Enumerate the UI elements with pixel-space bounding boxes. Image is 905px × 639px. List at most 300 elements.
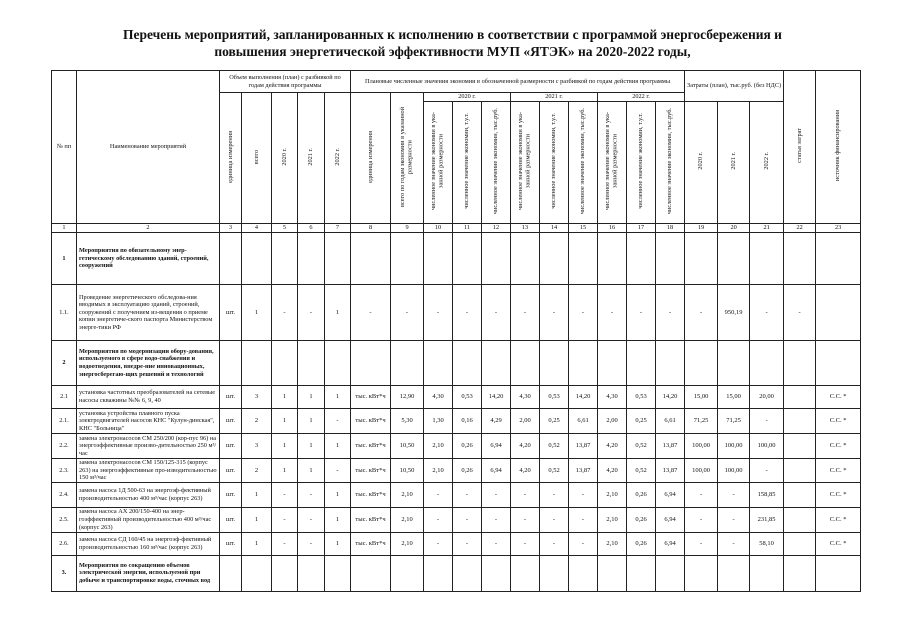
value-cell: 1 (325, 386, 351, 409)
row-number: 2.1. (52, 409, 77, 434)
value-cell: 1 (272, 434, 298, 459)
value-cell: 13,87 (569, 434, 598, 459)
value-cell: 0,26 (627, 482, 656, 507)
row-number: 2.1 (52, 386, 77, 409)
value-cell: 14,20 (569, 386, 598, 409)
column-number: 14 (540, 224, 569, 233)
value-cell: 6,94 (656, 482, 685, 507)
value-cell (298, 555, 325, 591)
value-cell: 71,25 (718, 409, 750, 434)
value-cell (272, 555, 298, 591)
value-cell: 2,10 (598, 482, 627, 507)
table-body (52, 224, 861, 592)
value-cell (242, 341, 272, 386)
value-cell: тыс. кВт*ч (351, 482, 391, 507)
value-cell (220, 233, 242, 285)
value-cell (750, 555, 784, 591)
value-cell: 4,30 (511, 386, 540, 409)
value-cell: 0,16 (453, 409, 482, 434)
value-cell (816, 341, 861, 386)
row-name: замена электронасосов СМ 150/125-315 (корпус 263) на энергоэффективные про-изводительностью 150 м³/час (77, 459, 220, 483)
value-cell: С.С. * (816, 482, 861, 507)
value-cell: С.С. * (816, 507, 861, 532)
value-cell (816, 233, 861, 285)
value-cell: шт. (220, 409, 242, 434)
column-number: 4 (242, 224, 272, 233)
header-savings-2021: 2021 г. (511, 93, 598, 102)
value-cell (816, 285, 861, 341)
value-cell: - (424, 507, 453, 532)
value-cell: 5,30 (391, 409, 424, 434)
value-cell: 6,94 (656, 507, 685, 532)
header-savings-total: всего по годам экономии в указанной размерности (391, 93, 424, 224)
value-cell: 0,52 (627, 434, 656, 459)
column-number: 12 (482, 224, 511, 233)
value-cell: - (298, 482, 325, 507)
value-cell: 950,19 (718, 285, 750, 341)
value-cell: 4,30 (424, 386, 453, 409)
value-cell: 0,25 (540, 409, 569, 434)
header-2020-tut: численное значение экономии, т.у.т. (453, 102, 482, 224)
table-row (52, 459, 861, 483)
value-cell: 1 (325, 434, 351, 459)
header-savings-2022: 2022 г. (598, 93, 685, 102)
value-cell: - (569, 482, 598, 507)
value-cell: 0,25 (627, 409, 656, 434)
value-cell: 1 (325, 532, 351, 555)
value-cell (298, 341, 325, 386)
value-cell: - (298, 285, 325, 341)
value-cell: - (627, 285, 656, 341)
value-cell (220, 555, 242, 591)
value-cell: - (298, 507, 325, 532)
value-cell (482, 233, 511, 285)
header-2020-rub: численное значение экономии, тыс.руб. (482, 102, 511, 224)
row-name: Мероприятия по обязательному энер-гетическому обследованию зданий, строений, сооружений (77, 233, 220, 285)
value-cell: 6,94 (482, 434, 511, 459)
value-cell: - (685, 532, 718, 555)
value-cell (511, 555, 540, 591)
value-cell: 13,87 (656, 459, 685, 483)
value-cell (569, 341, 598, 386)
value-cell (598, 341, 627, 386)
column-number: 1 (52, 224, 77, 233)
value-cell: - (511, 507, 540, 532)
value-cell (391, 341, 424, 386)
value-cell: 1 (325, 285, 351, 341)
header-unit: единица измерения (220, 93, 242, 224)
value-cell: 3 (242, 386, 272, 409)
value-cell: шт. (220, 507, 242, 532)
value-cell: 4,20 (598, 459, 627, 483)
value-cell: - (272, 482, 298, 507)
value-cell: шт. (220, 532, 242, 555)
value-cell: - (540, 532, 569, 555)
value-cell (784, 507, 816, 532)
value-cell (784, 233, 816, 285)
value-cell: - (718, 482, 750, 507)
column-number: 23 (816, 224, 861, 233)
value-cell (424, 555, 453, 591)
column-number: 5 (272, 224, 298, 233)
value-cell: тыс. кВт*ч (351, 434, 391, 459)
table-row (52, 409, 861, 434)
table-row (52, 482, 861, 507)
value-cell: 2 (242, 459, 272, 483)
value-cell: 2 (242, 409, 272, 434)
value-cell (718, 341, 750, 386)
value-cell: - (685, 285, 718, 341)
value-cell: 6,94 (482, 459, 511, 483)
row-name: Проведение энергетического обследова-ния вводимых в эксплуатацию зданий, строений, сооружений с получением из-вещения о приеме копии энергетиче-ского паспорта Министерством энерге-тики РФ (77, 285, 220, 341)
value-cell: 0,53 (627, 386, 656, 409)
value-cell: 100,00 (718, 459, 750, 483)
value-cell: 10,50 (391, 434, 424, 459)
value-cell: 6,61 (569, 409, 598, 434)
value-cell: шт. (220, 434, 242, 459)
value-cell: шт. (220, 459, 242, 483)
value-cell (298, 233, 325, 285)
value-cell: 0,52 (627, 459, 656, 483)
value-cell: 20,00 (750, 386, 784, 409)
value-cell (784, 386, 816, 409)
column-number: 7 (325, 224, 351, 233)
value-cell: 4,29 (482, 409, 511, 434)
value-cell (325, 341, 351, 386)
value-cell: 2,10 (598, 532, 627, 555)
table-row (52, 233, 861, 285)
header-funding: источник финансирования (816, 71, 861, 224)
value-cell: - (453, 482, 482, 507)
value-cell (750, 341, 784, 386)
header-savings-group: Плановые численные значения экономии в обозначенной размерности с разбивкой по годам действия программы (351, 71, 685, 93)
value-cell (569, 233, 598, 285)
value-cell (784, 532, 816, 555)
row-number: 1 (52, 233, 77, 285)
value-cell (453, 555, 482, 591)
header-name: Наименование мероприятий (77, 71, 220, 224)
row-number: 2 (52, 341, 77, 386)
value-cell: 100,00 (685, 459, 718, 483)
value-cell: 2,10 (424, 459, 453, 483)
value-cell (391, 233, 424, 285)
value-cell (784, 434, 816, 459)
value-cell: 13,87 (656, 434, 685, 459)
value-cell (598, 555, 627, 591)
value-cell: 1 (325, 507, 351, 532)
header-costs-group: Затраты (план), тыс.руб. (без НДС) (685, 71, 784, 102)
header-savings-2020: 2020 г. (424, 93, 511, 102)
value-cell: тыс. кВт*ч (351, 386, 391, 409)
value-cell: - (511, 285, 540, 341)
value-cell (569, 555, 598, 591)
value-cell: - (656, 285, 685, 341)
header-2020: 2020 г. (272, 93, 298, 224)
header-2021-rub: численное значение экономии, тыс.руб. (569, 102, 598, 224)
value-cell (627, 555, 656, 591)
value-cell: - (540, 507, 569, 532)
value-cell: - (718, 507, 750, 532)
column-number: 11 (453, 224, 482, 233)
column-number: 15 (569, 224, 598, 233)
row-number: 1.1. (52, 285, 77, 341)
value-cell: - (718, 532, 750, 555)
value-cell (656, 341, 685, 386)
header-total: всего (242, 93, 272, 224)
title-line-2: повышения энергетической эффективности МУП «ЯТЭК» на 2020-2022 годы, (214, 44, 691, 59)
value-cell: - (569, 532, 598, 555)
value-cell: 1 (298, 409, 325, 434)
header-2022-dim: численное значение экономии в ука-занной размерности (598, 102, 627, 224)
column-number: 6 (298, 224, 325, 233)
header-num: № пп (52, 71, 77, 224)
value-cell: - (750, 459, 784, 483)
value-cell: - (453, 507, 482, 532)
row-name: замена насоса СД 160/45 на энергоэф-фективный производительностью 160 м³/час (корпус 263) (77, 532, 220, 555)
table-row (52, 532, 861, 555)
value-cell: - (540, 482, 569, 507)
column-number: 19 (685, 224, 718, 233)
value-cell: - (453, 532, 482, 555)
value-cell: 2,10 (424, 434, 453, 459)
value-cell: 1 (242, 482, 272, 507)
value-cell: - (482, 507, 511, 532)
value-cell (598, 233, 627, 285)
value-cell: 14,20 (482, 386, 511, 409)
title-line-1: Перечень мероприятий, запланированных к исполнению в соответствии с программой энергосбережения и (123, 27, 782, 42)
value-cell (540, 341, 569, 386)
value-cell: - (272, 532, 298, 555)
value-cell: - (325, 459, 351, 483)
value-cell (351, 233, 391, 285)
value-cell: 0,26 (453, 434, 482, 459)
value-cell (784, 409, 816, 434)
value-cell: 0,26 (627, 507, 656, 532)
header-volume-group: Объем выполнения (план) с разбивкой по годам действия программы (220, 71, 351, 93)
value-cell: - (511, 482, 540, 507)
value-cell: тыс. кВт*ч (351, 459, 391, 483)
value-cell: 1 (242, 532, 272, 555)
value-cell (718, 555, 750, 591)
value-cell (272, 341, 298, 386)
value-cell: 100,00 (718, 434, 750, 459)
value-cell: 1 (298, 386, 325, 409)
value-cell (511, 341, 540, 386)
value-cell: - (540, 285, 569, 341)
column-number: 2 (77, 224, 220, 233)
value-cell (685, 233, 718, 285)
value-cell: 1 (298, 434, 325, 459)
column-number: 9 (391, 224, 424, 233)
row-number: 2.4. (52, 482, 77, 507)
value-cell: 100,00 (685, 434, 718, 459)
value-cell (816, 555, 861, 591)
value-cell: 100,00 (750, 434, 784, 459)
value-cell (540, 555, 569, 591)
value-cell: - (272, 507, 298, 532)
value-cell: 0,26 (627, 532, 656, 555)
value-cell (424, 341, 453, 386)
column-number: 17 (627, 224, 656, 233)
value-cell: 2,00 (598, 409, 627, 434)
value-cell (784, 555, 816, 591)
value-cell: 10,50 (391, 459, 424, 483)
value-cell (656, 233, 685, 285)
row-number: 3. (52, 555, 77, 591)
value-cell (242, 555, 272, 591)
value-cell: 4,20 (511, 434, 540, 459)
row-name: Мероприятия по модернизации обору-дования, используемого в сфере водо-снабжения и водоотведения, внедре-ние инновационных, энергосберегаю-щих решений и технологий (77, 341, 220, 386)
value-cell: шт. (220, 482, 242, 507)
value-cell: - (569, 507, 598, 532)
value-cell: 1 (272, 459, 298, 483)
column-number: 22 (784, 224, 816, 233)
value-cell: 2,10 (391, 507, 424, 532)
table-row (52, 386, 861, 409)
value-cell: 158,85 (750, 482, 784, 507)
value-cell: тыс. кВт*ч (351, 507, 391, 532)
value-cell (220, 341, 242, 386)
value-cell: - (391, 285, 424, 341)
value-cell: - (784, 285, 816, 341)
header-cost-2022: 2022 г. (750, 102, 784, 224)
value-cell: 71,25 (685, 409, 718, 434)
value-cell: 0,26 (453, 459, 482, 483)
header-2022-tut: численное значение экономии, т.у.т. (627, 102, 656, 224)
value-cell (511, 233, 540, 285)
table-row (52, 555, 861, 591)
header-cost-2021: 2021 г. (718, 102, 750, 224)
table-row (52, 507, 861, 532)
value-cell: шт. (220, 386, 242, 409)
value-cell: 15,00 (718, 386, 750, 409)
value-cell (784, 482, 816, 507)
header-2021: 2021 г. (298, 93, 325, 224)
value-cell: С.С. * (816, 532, 861, 555)
column-number: 13 (511, 224, 540, 233)
value-cell: 58,10 (750, 532, 784, 555)
value-cell: - (424, 482, 453, 507)
value-cell: - (598, 285, 627, 341)
value-cell: 6,61 (656, 409, 685, 434)
value-cell: - (482, 532, 511, 555)
value-cell (482, 555, 511, 591)
row-name: установка частотных преобразователей на сетевые насосы скважины №№ 6, 9, 40 (77, 386, 220, 409)
value-cell: - (482, 482, 511, 507)
header-savings-unit: единица измерения (351, 93, 391, 224)
value-cell (325, 233, 351, 285)
value-cell: - (325, 409, 351, 434)
value-cell: 1 (325, 482, 351, 507)
value-cell (325, 555, 351, 591)
measures-table (51, 70, 861, 592)
column-number: 16 (598, 224, 627, 233)
column-number: 3 (220, 224, 242, 233)
value-cell: 2,00 (511, 409, 540, 434)
value-cell: С.С. * (816, 409, 861, 434)
value-cell: 1 (272, 409, 298, 434)
column-number: 18 (656, 224, 685, 233)
value-cell: 15,00 (685, 386, 718, 409)
value-cell (453, 341, 482, 386)
column-number: 20 (718, 224, 750, 233)
value-cell (627, 233, 656, 285)
value-cell: шт. (220, 285, 242, 341)
value-cell: - (272, 285, 298, 341)
value-cell (272, 233, 298, 285)
column-number: 21 (750, 224, 784, 233)
value-cell: 3 (242, 434, 272, 459)
row-name: замена электронасосов СМ 250/200 (кор-пус 96) на энергоэффективные произво-дительностью 250 м³/час (77, 434, 220, 459)
value-cell (627, 341, 656, 386)
value-cell (351, 341, 391, 386)
value-cell (685, 341, 718, 386)
value-cell (242, 233, 272, 285)
value-cell: тыс. кВт*ч (351, 532, 391, 555)
value-cell: 1 (298, 459, 325, 483)
value-cell: 6,94 (656, 532, 685, 555)
table-row (52, 285, 861, 341)
value-cell: 4,20 (511, 459, 540, 483)
value-cell (453, 233, 482, 285)
row-name: замена насоса АХ 200/150-400 на энер-гоэффективный производительностью 400 м³/час (корпус 263) (77, 507, 220, 532)
value-cell: - (453, 285, 482, 341)
value-cell: 1 (242, 285, 272, 341)
value-cell: - (750, 285, 784, 341)
value-cell: 4,20 (598, 434, 627, 459)
value-cell: 0,53 (453, 386, 482, 409)
value-cell: 0,52 (540, 459, 569, 483)
table-row (52, 341, 861, 386)
page-title (60, 26, 845, 60)
value-cell: - (424, 532, 453, 555)
value-cell: 0,53 (540, 386, 569, 409)
value-cell (424, 233, 453, 285)
header-2021-dim: численное значение экономии в ука-занной размерности (511, 102, 540, 224)
value-cell: - (351, 285, 391, 341)
value-cell: 4,30 (598, 386, 627, 409)
header-cost-2020: 2020 г. (685, 102, 718, 224)
row-number: 2.6. (52, 532, 77, 555)
value-cell (685, 555, 718, 591)
value-cell: 1 (242, 507, 272, 532)
row-name: Мероприятия по сокращению объемов электрической энергии, используемой при добыче и транспортировке воды, сточных вод (77, 555, 220, 591)
value-cell: - (424, 285, 453, 341)
value-cell: 0,52 (540, 434, 569, 459)
value-cell: 1,30 (424, 409, 453, 434)
column-number: 8 (351, 224, 391, 233)
value-cell: 2,10 (598, 507, 627, 532)
value-cell (750, 233, 784, 285)
header-2022: 2022 г. (325, 93, 351, 224)
value-cell: С.С. * (816, 459, 861, 483)
value-cell: - (685, 507, 718, 532)
header-2022-rub: численное значение экономии, тыс.руб. (656, 102, 685, 224)
value-cell (784, 341, 816, 386)
value-cell: 12,90 (391, 386, 424, 409)
value-cell: - (298, 532, 325, 555)
column-number: 10 (424, 224, 453, 233)
value-cell: - (482, 285, 511, 341)
value-cell: - (685, 482, 718, 507)
row-name: установка устройства плавного пуска электродвигателей насосов КНС "Кулун-динская", КНС "Больница" (77, 409, 220, 434)
value-cell: 2,10 (391, 532, 424, 555)
header-cost-item: статья затрат (784, 71, 816, 224)
value-cell (391, 555, 424, 591)
value-cell: С.С. * (816, 434, 861, 459)
value-cell (482, 341, 511, 386)
value-cell: тыс. кВт*ч (351, 409, 391, 434)
